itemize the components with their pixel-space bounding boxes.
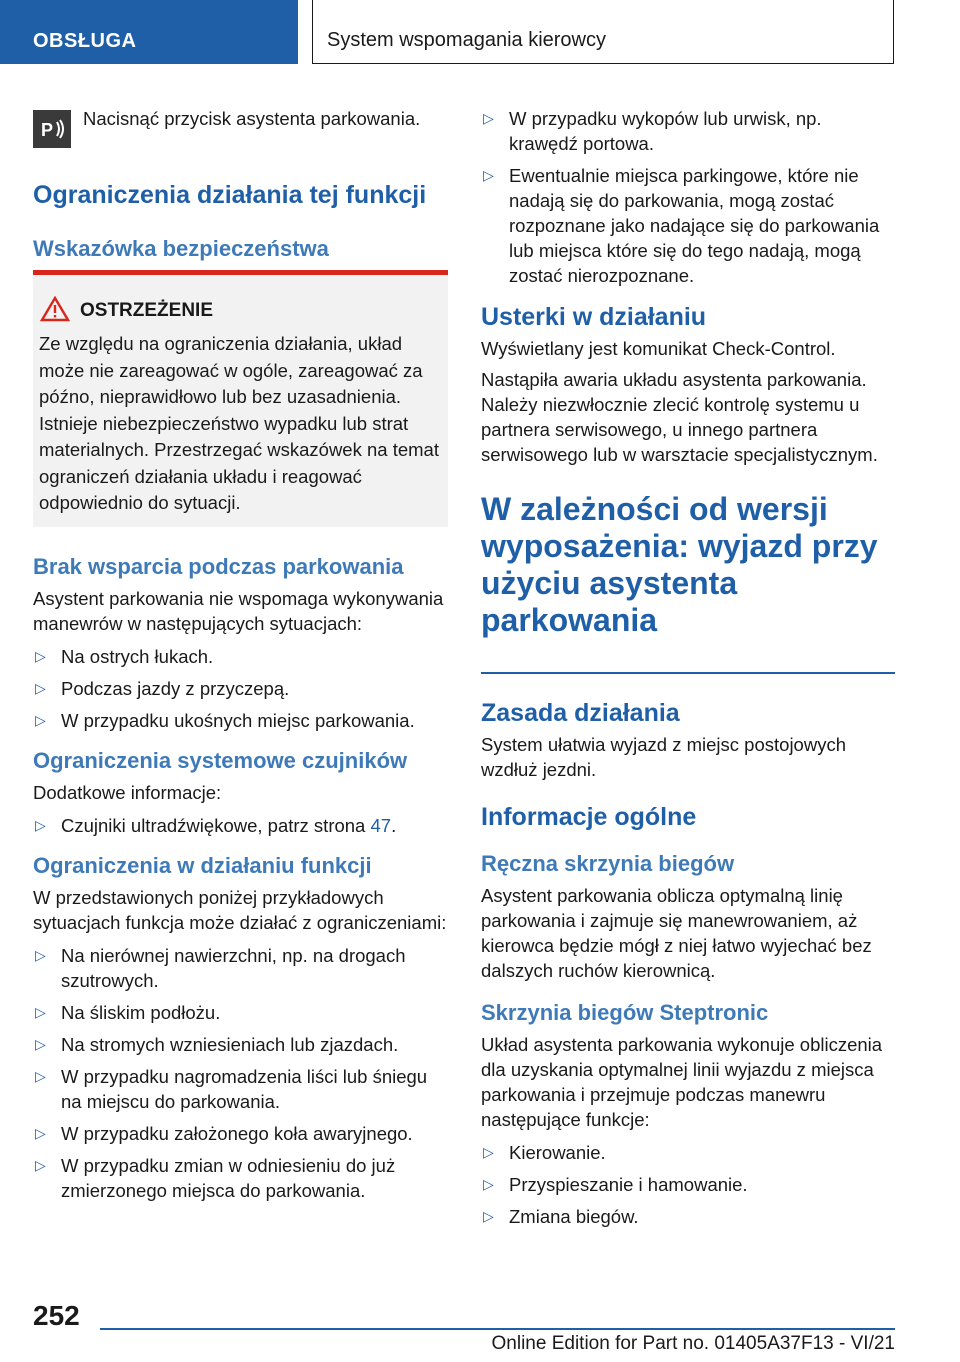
heading-steptronic: Skrzynia biegów Steptronic bbox=[481, 1000, 769, 1025]
heading-limits: Ograniczenia działania tej funkcji bbox=[33, 181, 427, 209]
warning-text: Ze względu na ograniczenia działania, układ może nie zareagować w ogóle, zareagować za późno, nieprawidłowo lub bez uzasadnienia. Istnieje niebezpieczeństwo wypadku lub strat materialnych. Przestrzegać wskazówek na temat ograniczeń działania układu i reagować odpowiednio do sytuacji. bbox=[39, 333, 439, 513]
chapter-tab bbox=[312, 0, 894, 64]
list-steptronic bbox=[481, 1140, 895, 1229]
parking-assistant-icon bbox=[33, 110, 71, 148]
list-no-support bbox=[33, 644, 448, 733]
paragraph-faults-2: Nastąpiła awaria układu asystenta parkowania. Należy niezwłocznie zlecić kontrolę systemu u partnera serwisowego, u innego partnera serwisowego lub w warsztacie specjalistycznym. bbox=[481, 369, 878, 465]
bullet-triangle-icon: ▷ bbox=[35, 1004, 46, 1020]
bullet-triangle-icon: ▷ bbox=[35, 817, 46, 833]
list-top bbox=[481, 106, 895, 288]
bullet-triangle-icon: ▷ bbox=[35, 712, 46, 728]
list-item: ▷ Ewentualnie miejsca parkingowe, które nie nadają się do parkowania, mogą zostać rozpoznane jako nadające się do parkowania lub miejsca które się do tego nadają, mogą zostać nierozpoznane. bbox=[483, 165, 880, 286]
heading-departure: W zależności od wersji wyposażenia: wyjazd przy użyciu asystenta parkowania bbox=[481, 491, 878, 638]
bullet-triangle-icon: ▷ bbox=[35, 1157, 46, 1173]
paragraph-sensors: Dodatkowe informacje: bbox=[33, 782, 222, 803]
bullet-triangle-icon: ▷ bbox=[35, 1036, 46, 1052]
section-label: OBSŁUGA bbox=[33, 30, 137, 52]
list-item: ▷ Podczas jazdy z przyczepą. bbox=[35, 678, 290, 699]
paragraph-function-limits: W przedstawionych poniżej przykładowych sytuacjach funkcja może działać z ograniczeniami: bbox=[33, 887, 447, 933]
heading-sensors: Ograniczenia systemowe czujników bbox=[33, 748, 408, 773]
bullet-triangle-icon: ▷ bbox=[35, 680, 46, 696]
heading-faults: Usterki w działaniu bbox=[481, 303, 707, 331]
section-tab bbox=[0, 0, 298, 64]
heading-no-support: Brak wsparcia podczas parkowania bbox=[33, 554, 404, 579]
paragraph-principle: System ułatwia wyjazd z miejsc postojowych wzdłuż jezdni. bbox=[481, 734, 846, 780]
bullet-triangle-icon: ▷ bbox=[483, 1176, 494, 1192]
paragraph-faults-1: Wyświetlany jest komunikat Check-Control. bbox=[481, 338, 836, 359]
list-item: ▷ Na stromych wzniesieniach lub zjazdach. bbox=[35, 1034, 399, 1055]
bullet-triangle-icon: ▷ bbox=[35, 947, 46, 963]
section-rule bbox=[481, 672, 895, 674]
list-item: ▷ Na śliskim podłożu. bbox=[35, 1002, 221, 1023]
warning-title: OSTRZEŻENIE bbox=[80, 300, 214, 321]
list-item: ▷ Kierowanie. bbox=[483, 1142, 606, 1163]
list-item: ▷ Zmiana biegów. bbox=[483, 1206, 639, 1227]
bullet-triangle-icon: ▷ bbox=[483, 110, 494, 126]
warning-triangle-icon bbox=[40, 296, 70, 327]
intro-text: Nacisnąć przycisk asystenta parkowania. bbox=[83, 108, 421, 129]
paragraph-manual: Asystent parkowania oblicza optymalną linię parkowania i zajmuje się manewrowaniem, aż kierowca będzie mógł z niej łatwo wyjechać bez dalszych ruchów kierownicą. bbox=[481, 885, 872, 981]
heading-safety: Wskazówka bezpieczeństwa bbox=[33, 236, 329, 261]
list-function-limits bbox=[33, 943, 448, 1203]
page-number: 252 bbox=[33, 1300, 80, 1331]
list-item: ▷ Czujniki ultradźwiękowe, patrz strona 47. bbox=[35, 815, 397, 836]
heading-manual: Ręczna skrzynia biegów bbox=[481, 851, 735, 876]
paragraph-no-support: Asystent parkowania nie wspomaga wykonywania manewrów w następujących sytuacjach: bbox=[33, 588, 444, 634]
page-link[interactable]: 47 bbox=[370, 815, 392, 836]
list-item: ▷ W przypadku zmian w odniesieniu do już zmierzonego miejsca do parkowania. bbox=[35, 1155, 396, 1201]
edition-text: Online Edition for Part no. 01405A37F13 - VI/21 bbox=[491, 1333, 895, 1354]
bullet-triangle-icon: ▷ bbox=[35, 1125, 46, 1141]
chapter-label: System wspomagania kierowcy bbox=[327, 29, 606, 51]
bullet-triangle-icon: ▷ bbox=[483, 1144, 494, 1160]
list-item: ▷ W przypadku ukośnych miejsc parkowania. bbox=[35, 710, 415, 731]
list-item: ▷ W przypadku wykopów lub urwisk, np. krawędź portowa. bbox=[483, 108, 822, 154]
list-item: ▷ Na nierównej nawierzchni, np. na drogach szutrowych. bbox=[35, 945, 406, 991]
list-item: ▷ Przyspieszanie i hamowanie. bbox=[483, 1174, 748, 1195]
svg-text:P: P bbox=[41, 120, 54, 140]
paragraph-steptronic: Układ asystenta parkowania wykonuje obliczenia dla uzyskania optymalnej linii wyjazdu z miejsca parkowania i przejmuje podczas manewru następujące funkcje: bbox=[481, 1034, 883, 1130]
heading-general: Informacje ogólne bbox=[481, 803, 697, 831]
heading-function-limits: Ograniczenia w działaniu funkcji bbox=[33, 853, 372, 878]
list-item: ▷ Na ostrych łukach. bbox=[35, 646, 214, 667]
heading-principle: Zasada działania bbox=[481, 699, 680, 727]
bullet-triangle-icon: ▷ bbox=[35, 648, 46, 664]
footer-rule bbox=[100, 1328, 895, 1330]
bullet-triangle-icon: ▷ bbox=[483, 167, 494, 183]
bullet-triangle-icon: ▷ bbox=[483, 1208, 494, 1224]
list-item: ▷ W przypadku założonego koła awaryjnego. bbox=[35, 1123, 413, 1144]
bullet-triangle-icon: ▷ bbox=[35, 1068, 46, 1084]
list-item: ▷ W przypadku nagromadzenia liści lub śniegu na miejscu do parkowania. bbox=[35, 1066, 428, 1112]
